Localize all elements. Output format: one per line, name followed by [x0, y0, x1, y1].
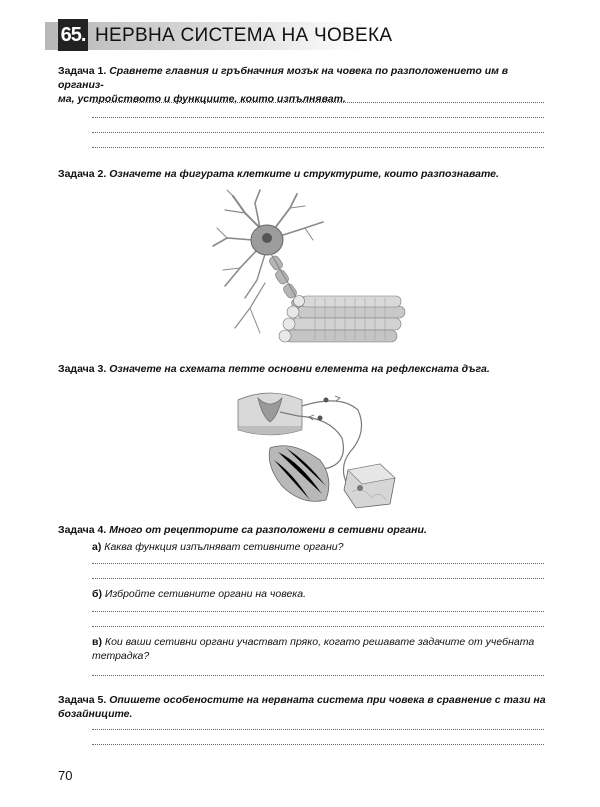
- task-5-text: Опишете особеностите на нервната система при човека в сравнение с тази на: [109, 694, 546, 706]
- answer-line[interactable]: [92, 117, 544, 118]
- page-number: 70: [58, 768, 73, 783]
- answer-line[interactable]: [92, 132, 544, 133]
- task-4c-text: Кои ваши сетивни органи участват пряко, когато решавате задачите от учебната: [104, 636, 535, 648]
- task-5-label: Задача 5.: [58, 694, 107, 706]
- answer-line[interactable]: [92, 563, 544, 564]
- task-2-text: Означете на фигурата клетките и структурите, които разпознавате.: [109, 168, 499, 180]
- task-4b-label: б): [92, 588, 102, 600]
- task-1-text: Сравнете главния и гръбначния мозък на човека по разположението им в организ-: [58, 65, 509, 91]
- task-4-prompt: [58, 523, 546, 537]
- task-4a-prompt: [92, 540, 544, 554]
- reflex-arc-illustration: [230, 382, 405, 512]
- lesson-number-badge: 65.: [58, 19, 88, 51]
- task-4b-prompt: [92, 587, 544, 601]
- answer-line[interactable]: [92, 626, 544, 627]
- answer-line[interactable]: [92, 578, 544, 579]
- task-1-label: Задача 1.: [58, 65, 107, 77]
- answer-line[interactable]: [92, 729, 544, 730]
- task-3-prompt: [58, 362, 546, 376]
- task-4c-text-2: тетрадка?: [92, 650, 150, 662]
- task-3-label: Задача 3.: [58, 363, 107, 375]
- page-title: НЕРВНА СИСТЕМА НА ЧОВЕКА: [95, 25, 393, 46]
- task-4a-label: а): [92, 541, 102, 553]
- task-4b-text: Избройте сетивните органи на човека.: [104, 588, 306, 600]
- answer-line[interactable]: [92, 611, 544, 612]
- task-2-prompt: [58, 167, 546, 181]
- task-5-text-2: бозайниците.: [58, 708, 133, 720]
- task-4-label: Задача 4.: [58, 524, 107, 536]
- answer-line[interactable]: [92, 147, 544, 148]
- answer-line[interactable]: [92, 675, 544, 676]
- task-1-prompt: [58, 64, 546, 106]
- task-4-text: Много от рецепторите са разположени в сетивни органи.: [109, 524, 427, 536]
- task-3-text: Означете на схемата петте основни елемента на рефлексната дъга.: [109, 363, 490, 375]
- answer-line[interactable]: [92, 744, 544, 745]
- task-4a-text: Каква функция изпълняват сетивните органи?: [104, 541, 344, 553]
- task-4c-label: в): [92, 636, 102, 648]
- answer-line[interactable]: [92, 102, 544, 103]
- task-5-prompt: [58, 693, 546, 721]
- task-4c-prompt: [92, 635, 544, 663]
- task-1-text-2: ма, устройството и функциите, които изпълняват.: [58, 93, 346, 105]
- task-2-label: Задача 2.: [58, 168, 107, 180]
- neuron-illustration: [205, 188, 415, 353]
